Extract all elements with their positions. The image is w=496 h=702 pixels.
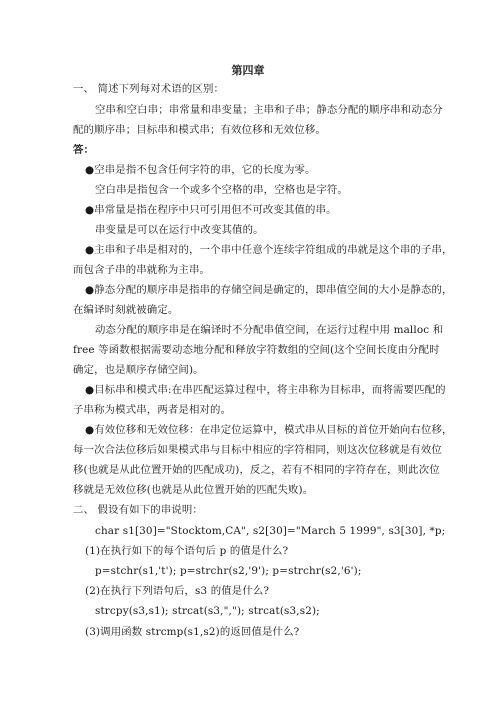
answer-line: 空白串是指包含一个或多个空格的串，空格也是字符。 [95,184,348,196]
answer-line: 确定，也是顺序存储空间)。 [73,364,204,376]
question-2-heading: 二、 假设有如下的串说明： [73,504,203,516]
answer-line: ●串常量是指在程序中只可引用但不可改变其值的串。 [85,204,337,216]
answer-line: ●有效位移和无效位移：在串定位运算中，模式串从目标的首位开始向右位移， [85,424,453,436]
answer-line: ●静态分配的顺序串是指串的存储空间是确定的，即串值空间的大小是静态的， [85,284,453,296]
answer-line: 动态分配的顺序串是在编译时不分配串值空间，在运行过程中用 malloc 和 [95,324,444,336]
answer-line: ●目标串和模式串:在串匹配运算过程中，将主串称为目标串，而将需要匹配的 [85,384,446,396]
answer-label: 答： [73,144,95,156]
question-1-heading: 一、 简述下列每对术语的区别： [73,83,225,95]
question-2-code-2: strcpy(s3,s1); strcat(s3,","); strcat(s3,s2); [95,605,320,617]
question-2-part-2: (2)在执行下列语句后，s3 的值是什么? [85,585,270,597]
answer-line: 移(也就是从此位置开始的匹配成功)，反之，若有不相同的字符存在，则此次位 [73,464,440,476]
question-1-terms-line-2: 配的顺序串；目标串和模式串；有效位移和无效位移。 [73,124,326,136]
answer-line: 而包含子串的串就称为主串。 [73,264,211,276]
answer-line: 串变量是可以在运行中改变其值的。 [95,224,264,236]
answer-line: ●空串是指不包含任何字符的串，它的长度为零。 [85,164,316,176]
question-2-part-1: (1)在执行如下的每个语句后 p 的值是什么? [85,545,289,557]
answer-line: free 等函数根据需要动态地分配和释放字符数组的空间(这个空间长度由分配时 [73,344,440,356]
answer-line: 子串称为模式串，两者是相对的。 [73,404,232,416]
question-2-declaration: char s1[30]="Stocktom,CA", s2[30]="March 5 1999", s3[30], *p; [95,525,446,537]
question-1-terms-line-1: 空串和空白串；串常量和串变量；主串和子串；静态分配的顺序串和动态分 [95,104,443,116]
answer-line: 每一次合法位移后如果模式串与目标中相应的字符相同，则这次位移就是有效位 [73,444,442,456]
answer-line: ●主串和子串是相对的，一个串中任意个连续字符组成的串就是这个串的子串， [85,244,453,256]
question-2-code-1: p=stchr(s1,'t'); p=strchr(s2,'9'); p=strchr(s2,'6'); [95,565,362,577]
answer-line: 移就是无效位移(也就是从此位置开始的匹配失败)。 [73,484,314,496]
chapter-title: 第四章 [231,64,265,77]
question-2-part-3: (3)调用函数 strcmp(s1,s2)的返回值是什么? [85,626,300,638]
answer-line: 在编译时刻就被确定。 [73,304,179,316]
